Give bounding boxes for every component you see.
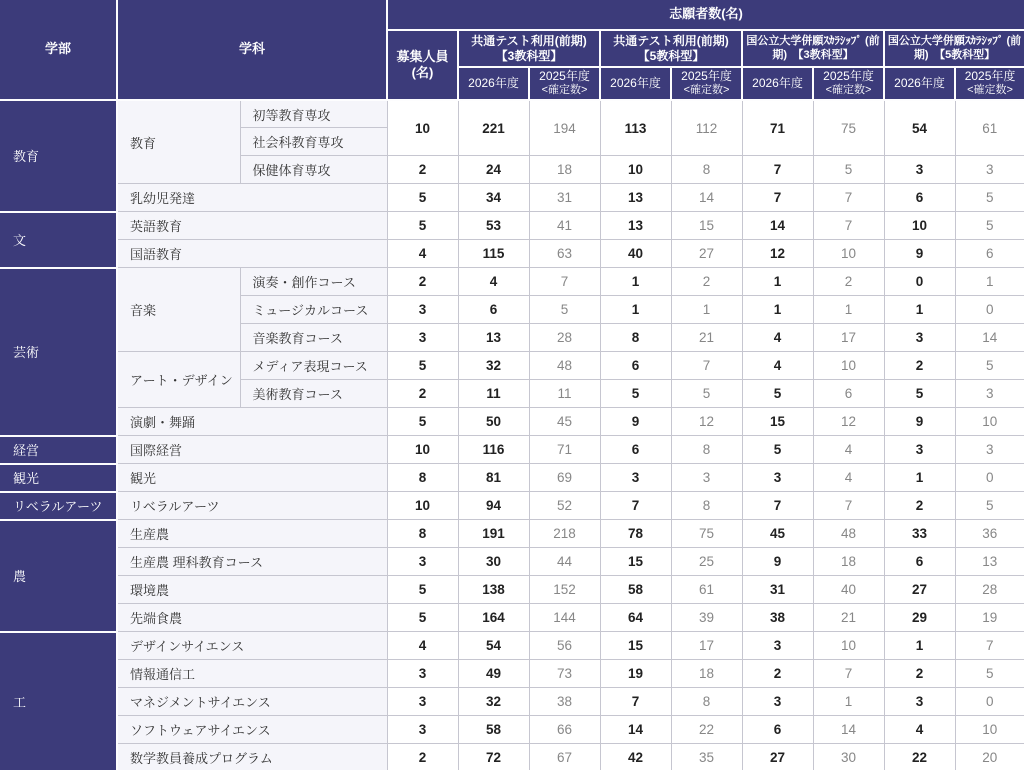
value-cell: 218	[529, 520, 600, 548]
header-year-2025: 2025年度 <確定数>	[955, 67, 1024, 100]
value-cell: 10	[813, 352, 884, 380]
value-cell: 5	[529, 296, 600, 324]
value-cell: 69	[529, 464, 600, 492]
value-cell: 31	[742, 576, 813, 604]
value-cell: 32	[458, 352, 529, 380]
department-cell: マネジメントサイエンス	[117, 688, 387, 716]
value-cell: 0	[955, 296, 1024, 324]
value-cell: 112	[671, 100, 742, 156]
value-cell: 3	[387, 688, 458, 716]
table-row	[0, 632, 1024, 660]
value-cell: 15	[671, 212, 742, 240]
value-cell: 3	[387, 548, 458, 576]
specialization-cell: 音楽教育コース	[240, 324, 387, 352]
value-cell: 28	[529, 324, 600, 352]
value-cell: 7	[529, 268, 600, 296]
value-cell: 12	[742, 240, 813, 268]
value-cell: 19	[600, 660, 671, 688]
value-cell: 61	[671, 576, 742, 604]
value-cell: 17	[813, 324, 884, 352]
value-cell: 0	[955, 688, 1024, 716]
department-cell: 国語教育	[117, 240, 387, 268]
value-cell: 2	[387, 156, 458, 184]
value-cell: 116	[458, 436, 529, 464]
value-cell: 11	[529, 380, 600, 408]
value-cell: 7	[813, 212, 884, 240]
value-cell: 1	[671, 296, 742, 324]
table-row	[0, 184, 1024, 212]
value-cell: 5	[387, 352, 458, 380]
value-cell: 78	[600, 520, 671, 548]
value-cell: 18	[529, 156, 600, 184]
specialization-cell: 保健体育専攻	[240, 156, 387, 184]
department-cell: 先端食農	[117, 604, 387, 632]
value-cell: 3	[884, 324, 955, 352]
department-cell: 乳幼児発達	[117, 184, 387, 212]
value-cell: 194	[529, 100, 600, 156]
value-cell: 5	[955, 352, 1024, 380]
value-cell: 8	[387, 520, 458, 548]
value-cell: 61	[955, 100, 1024, 156]
value-cell: 48	[529, 352, 600, 380]
department-cell: リベラルアーツ	[117, 492, 387, 520]
faculty-cell: 文	[0, 212, 117, 268]
value-cell: 2	[387, 380, 458, 408]
value-cell: 7	[813, 660, 884, 688]
table-row	[0, 464, 1024, 492]
value-cell: 1	[742, 268, 813, 296]
value-cell: 6	[742, 716, 813, 744]
department-cell: デザインサイエンス	[117, 632, 387, 660]
department-cell: 音楽	[117, 268, 240, 352]
specialization-cell: 美術教育コース	[240, 380, 387, 408]
value-cell: 1	[600, 296, 671, 324]
header-faculty: 学部	[0, 0, 117, 100]
value-cell: 18	[813, 548, 884, 576]
value-cell: 2	[884, 492, 955, 520]
header-year-2026: 2026年度	[742, 67, 813, 100]
value-cell: 30	[813, 744, 884, 770]
value-cell: 44	[529, 548, 600, 576]
value-cell: 191	[458, 520, 529, 548]
value-cell: 8	[387, 464, 458, 492]
table-row	[0, 212, 1024, 240]
table-row	[0, 408, 1024, 436]
specialization-cell: 演奏・創作コース	[240, 268, 387, 296]
value-cell: 8	[671, 436, 742, 464]
value-cell: 19	[955, 604, 1024, 632]
specialization-cell: 初等教育専攻	[240, 100, 387, 128]
table-header	[0, 0, 1024, 100]
department-cell: アート・デザイン	[117, 352, 240, 408]
value-cell: 71	[742, 100, 813, 156]
value-cell: 45	[742, 520, 813, 548]
value-cell: 12	[671, 408, 742, 436]
specialization-cell: ミュージカルコース	[240, 296, 387, 324]
value-cell: 58	[600, 576, 671, 604]
value-cell: 6	[884, 184, 955, 212]
value-cell: 29	[884, 604, 955, 632]
value-cell: 81	[458, 464, 529, 492]
value-cell: 1	[955, 268, 1024, 296]
value-cell: 2	[742, 660, 813, 688]
value-cell: 48	[813, 520, 884, 548]
value-cell: 73	[529, 660, 600, 688]
value-cell: 3	[742, 688, 813, 716]
value-cell: 8	[600, 324, 671, 352]
value-cell: 7	[813, 492, 884, 520]
value-cell: 10	[813, 240, 884, 268]
value-cell: 6	[955, 240, 1024, 268]
value-cell: 5	[742, 380, 813, 408]
value-cell: 18	[671, 660, 742, 688]
value-cell: 5	[884, 380, 955, 408]
value-cell: 24	[458, 156, 529, 184]
value-cell: 5	[671, 380, 742, 408]
header-department: 学科	[117, 0, 387, 100]
value-cell: 15	[600, 632, 671, 660]
value-cell: 5	[387, 604, 458, 632]
value-cell: 9	[884, 240, 955, 268]
value-cell: 5	[955, 660, 1024, 688]
value-cell: 20	[955, 744, 1024, 770]
value-cell: 15	[600, 548, 671, 576]
value-cell: 0	[884, 268, 955, 296]
faculty-cell: 農	[0, 520, 117, 632]
department-cell: 観光	[117, 464, 387, 492]
value-cell: 5	[955, 184, 1024, 212]
value-cell: 6	[600, 436, 671, 464]
value-cell: 0	[955, 464, 1024, 492]
header-group-kyotsu-3kamoku: 共通テスト利用(前期) 【3教科型】	[458, 30, 600, 67]
value-cell: 10	[387, 492, 458, 520]
value-cell: 53	[458, 212, 529, 240]
value-cell: 63	[529, 240, 600, 268]
value-cell: 27	[671, 240, 742, 268]
value-cell: 39	[671, 604, 742, 632]
header-year-2026: 2026年度	[458, 67, 529, 100]
header-row-top	[0, 0, 1024, 30]
table-row	[0, 716, 1024, 744]
value-cell: 3	[387, 660, 458, 688]
value-cell: 11	[458, 380, 529, 408]
value-cell: 5	[387, 184, 458, 212]
value-cell: 2	[884, 660, 955, 688]
value-cell: 10	[387, 436, 458, 464]
value-cell: 7	[955, 632, 1024, 660]
department-cell: 情報通信工	[117, 660, 387, 688]
value-cell: 1	[600, 268, 671, 296]
specialization-cell: 社会科教育専攻	[240, 128, 387, 156]
department-cell: 国際経営	[117, 436, 387, 464]
specialization-cell: メディア表現コース	[240, 352, 387, 380]
value-cell: 2	[813, 268, 884, 296]
value-cell: 42	[600, 744, 671, 770]
value-cell: 2	[387, 744, 458, 770]
value-cell: 9	[742, 548, 813, 576]
value-cell: 8	[671, 492, 742, 520]
header-group-kyotsu-5kamoku: 共通テスト利用(前期) 【5教科型】	[600, 30, 742, 67]
faculty-cell: 工	[0, 632, 117, 770]
value-cell: 3	[600, 464, 671, 492]
value-cell: 32	[458, 688, 529, 716]
value-cell: 6	[813, 380, 884, 408]
value-cell: 1	[884, 632, 955, 660]
value-cell: 1	[813, 688, 884, 716]
value-cell: 164	[458, 604, 529, 632]
value-cell: 8	[671, 688, 742, 716]
table-row	[0, 604, 1024, 632]
faculty-cell: 教育	[0, 100, 117, 212]
value-cell: 3	[884, 688, 955, 716]
value-cell: 75	[813, 100, 884, 156]
value-cell: 3	[671, 464, 742, 492]
value-cell: 5	[955, 212, 1024, 240]
value-cell: 3	[742, 464, 813, 492]
value-cell: 5	[813, 156, 884, 184]
value-cell: 138	[458, 576, 529, 604]
value-cell: 45	[529, 408, 600, 436]
value-cell: 10	[813, 632, 884, 660]
value-cell: 221	[458, 100, 529, 156]
value-cell: 27	[742, 744, 813, 770]
value-cell: 66	[529, 716, 600, 744]
value-cell: 1	[813, 296, 884, 324]
header-group-scholarship-3kamoku: 国公立大学併願ｽｶﾗｼｯﾌﾟ (前期) 【3教科型】	[742, 30, 884, 67]
value-cell: 7	[813, 184, 884, 212]
value-cell: 22	[884, 744, 955, 770]
value-cell: 64	[600, 604, 671, 632]
value-cell: 13	[600, 212, 671, 240]
value-cell: 5	[600, 380, 671, 408]
value-cell: 25	[671, 548, 742, 576]
value-cell: 6	[600, 352, 671, 380]
value-cell: 50	[458, 408, 529, 436]
value-cell: 8	[671, 156, 742, 184]
value-cell: 7	[742, 184, 813, 212]
value-cell: 14	[600, 716, 671, 744]
value-cell: 3	[884, 156, 955, 184]
value-cell: 10	[884, 212, 955, 240]
value-cell: 17	[671, 632, 742, 660]
value-cell: 12	[813, 408, 884, 436]
value-cell: 4	[742, 352, 813, 380]
value-cell: 4	[884, 716, 955, 744]
value-cell: 5	[387, 576, 458, 604]
value-cell: 3	[884, 436, 955, 464]
department-cell: 生産農	[117, 520, 387, 548]
value-cell: 5	[387, 408, 458, 436]
value-cell: 4	[742, 324, 813, 352]
value-cell: 2	[387, 268, 458, 296]
value-cell: 15	[742, 408, 813, 436]
value-cell: 6	[458, 296, 529, 324]
header-group-scholarship-5kamoku: 国公立大学併願ｽｶﾗｼｯﾌﾟ (前期) 【5教科型】	[884, 30, 1024, 67]
value-cell: 58	[458, 716, 529, 744]
value-cell: 14	[742, 212, 813, 240]
value-cell: 49	[458, 660, 529, 688]
value-cell: 6	[884, 548, 955, 576]
value-cell: 21	[671, 324, 742, 352]
table-row	[0, 100, 1024, 128]
header-applicants-total: 志願者数(名)	[387, 0, 1024, 30]
table-row	[0, 268, 1024, 296]
value-cell: 38	[529, 688, 600, 716]
value-cell: 2	[671, 268, 742, 296]
table-row	[0, 352, 1024, 380]
header-year-2025: 2025年度 <確定数>	[671, 67, 742, 100]
value-cell: 54	[458, 632, 529, 660]
value-cell: 3	[387, 324, 458, 352]
value-cell: 3	[742, 632, 813, 660]
table-row	[0, 492, 1024, 520]
value-cell: 144	[529, 604, 600, 632]
header-recruit-capacity: 募集人員 (名)	[387, 30, 458, 100]
value-cell: 7	[600, 688, 671, 716]
header-year-2026: 2026年度	[884, 67, 955, 100]
value-cell: 72	[458, 744, 529, 770]
value-cell: 35	[671, 744, 742, 770]
value-cell: 33	[884, 520, 955, 548]
value-cell: 4	[458, 268, 529, 296]
value-cell: 94	[458, 492, 529, 520]
table-row	[0, 744, 1024, 770]
value-cell: 40	[600, 240, 671, 268]
value-cell: 10	[600, 156, 671, 184]
table-row	[0, 436, 1024, 464]
value-cell: 21	[813, 604, 884, 632]
value-cell: 10	[955, 716, 1024, 744]
value-cell: 115	[458, 240, 529, 268]
value-cell: 4	[813, 436, 884, 464]
value-cell: 1	[742, 296, 813, 324]
value-cell: 27	[884, 576, 955, 604]
value-cell: 30	[458, 548, 529, 576]
value-cell: 4	[813, 464, 884, 492]
value-cell: 56	[529, 632, 600, 660]
value-cell: 13	[600, 184, 671, 212]
value-cell: 14	[671, 184, 742, 212]
department-cell: 数学教員養成プログラム	[117, 744, 387, 770]
value-cell: 152	[529, 576, 600, 604]
value-cell: 41	[529, 212, 600, 240]
value-cell: 52	[529, 492, 600, 520]
value-cell: 7	[671, 352, 742, 380]
department-cell: 教育	[117, 100, 240, 184]
value-cell: 7	[600, 492, 671, 520]
value-cell: 36	[955, 520, 1024, 548]
value-cell: 4	[387, 240, 458, 268]
value-cell: 22	[671, 716, 742, 744]
header-year-2025: 2025年度 <確定数>	[813, 67, 884, 100]
value-cell: 1	[884, 464, 955, 492]
value-cell: 75	[671, 520, 742, 548]
value-cell: 5	[955, 492, 1024, 520]
value-cell: 2	[884, 352, 955, 380]
department-cell: 英語教育	[117, 212, 387, 240]
table-row	[0, 688, 1024, 716]
value-cell: 3	[387, 716, 458, 744]
value-cell: 5	[387, 212, 458, 240]
value-cell: 67	[529, 744, 600, 770]
value-cell: 9	[884, 408, 955, 436]
table-row	[0, 548, 1024, 576]
value-cell: 14	[955, 324, 1024, 352]
value-cell: 28	[955, 576, 1024, 604]
value-cell: 5	[742, 436, 813, 464]
department-cell: 生産農 理科教育コース	[117, 548, 387, 576]
value-cell: 71	[529, 436, 600, 464]
value-cell: 3	[955, 436, 1024, 464]
value-cell: 31	[529, 184, 600, 212]
table-row	[0, 240, 1024, 268]
faculty-cell: リベラルアーツ	[0, 492, 117, 520]
department-cell: ソフトウェアサイエンス	[117, 716, 387, 744]
faculty-cell: 芸術	[0, 268, 117, 436]
value-cell: 3	[955, 380, 1024, 408]
value-cell: 4	[387, 632, 458, 660]
value-cell: 7	[742, 156, 813, 184]
value-cell: 54	[884, 100, 955, 156]
value-cell: 7	[742, 492, 813, 520]
faculty-cell: 経営	[0, 436, 117, 464]
faculty-cell: 観光	[0, 464, 117, 492]
department-cell: 演劇・舞踊	[117, 408, 387, 436]
value-cell: 1	[884, 296, 955, 324]
value-cell: 40	[813, 576, 884, 604]
table-body	[0, 100, 1024, 770]
value-cell: 10	[955, 408, 1024, 436]
table-row	[0, 660, 1024, 688]
value-cell: 113	[600, 100, 671, 156]
value-cell: 34	[458, 184, 529, 212]
table-row	[0, 576, 1024, 604]
value-cell: 13	[458, 324, 529, 352]
header-year-2025: 2025年度 <確定数>	[529, 67, 600, 100]
table-row	[0, 520, 1024, 548]
value-cell: 13	[955, 548, 1024, 576]
department-cell: 環境農	[117, 576, 387, 604]
value-cell: 3	[387, 296, 458, 324]
value-cell: 38	[742, 604, 813, 632]
value-cell: 3	[955, 156, 1024, 184]
value-cell: 9	[600, 408, 671, 436]
header-year-2026: 2026年度	[600, 67, 671, 100]
value-cell: 14	[813, 716, 884, 744]
value-cell: 10	[387, 100, 458, 156]
